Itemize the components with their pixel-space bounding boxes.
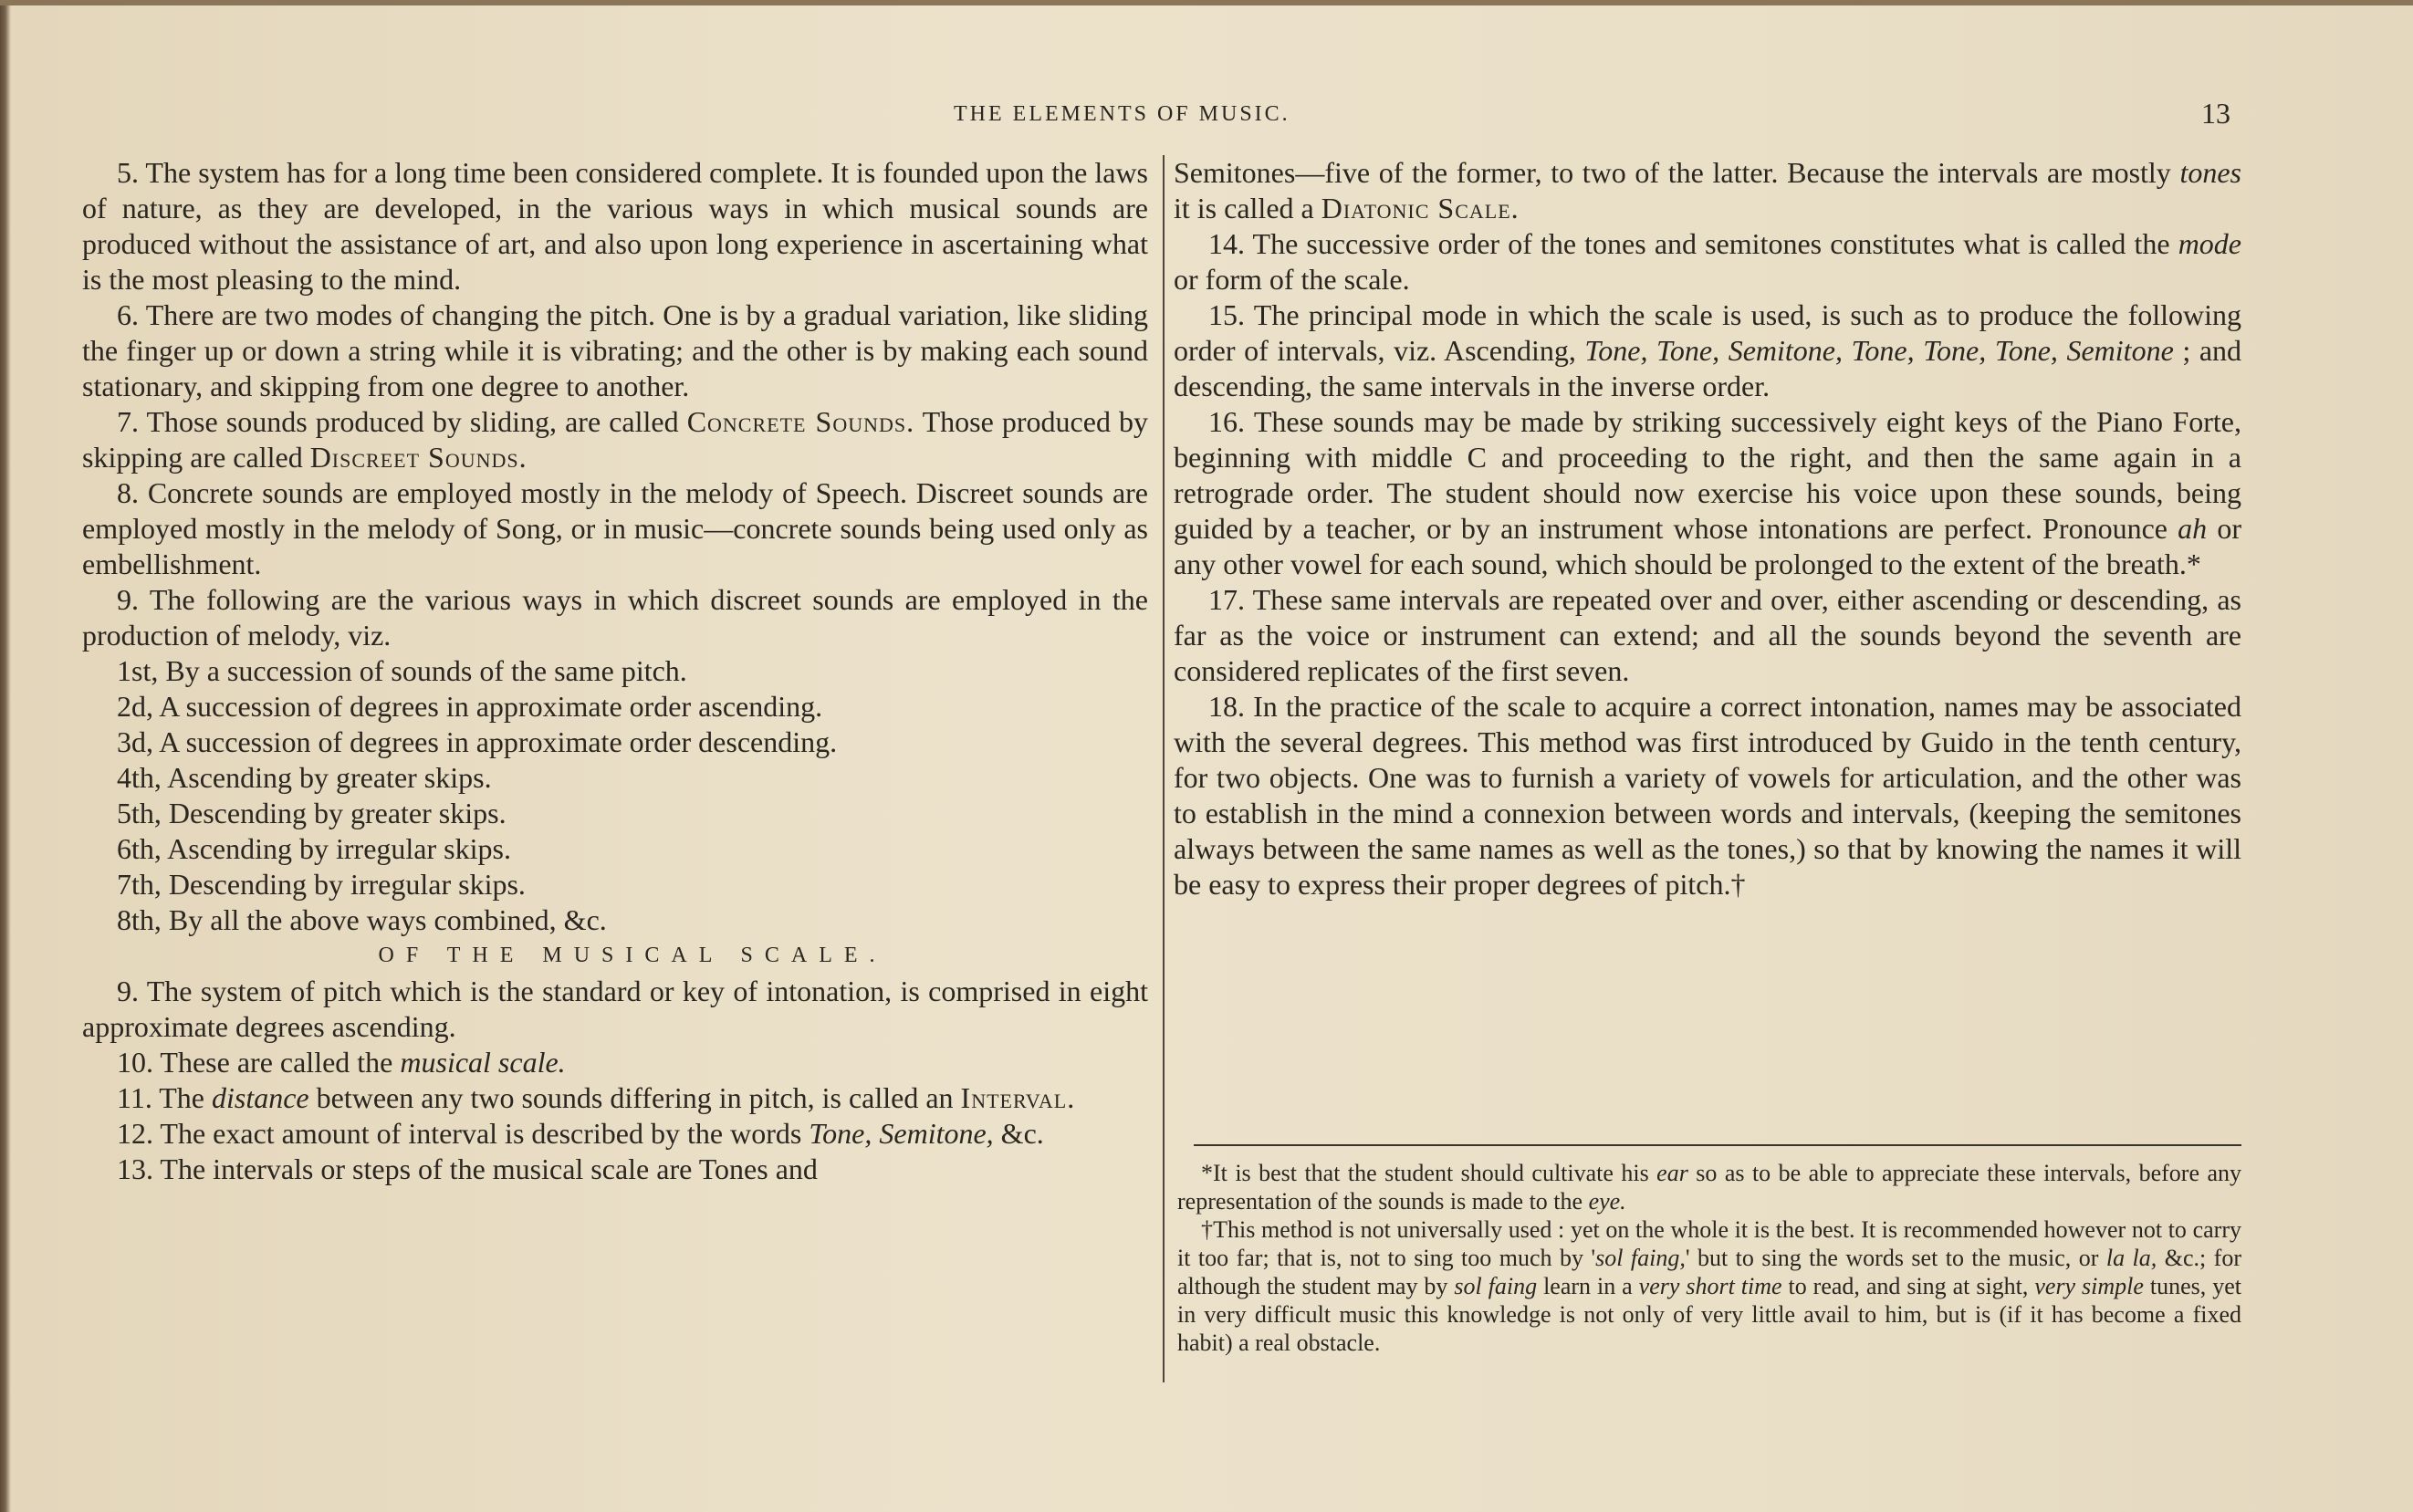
paragraph-5: 5. The system has for a long time been considered complete. It is founded upon the laws of nature, as they are developed, in the various ways in which musical sounds are produced without the assistance of art, and also upon long experience in ascertaining what is the most pleasing to the mind.	[82, 156, 1148, 296]
list-item: 1st, By a succession of sounds of the same pitch.	[117, 654, 687, 687]
page-top-edge	[0, 0, 2413, 5]
paragraph-13-continued: Semitones—five of the former, to two of the latter. Because the intervals are mostly tones it is called a Diatonic Scale.	[1174, 156, 2241, 224]
term-diatonic-scale: Diatonic Scale.	[1321, 192, 1520, 224]
page-header	[0, 97, 2413, 137]
left-column	[82, 155, 1148, 1187]
paragraph-18: 18. In the practice of the scale to acquire a correct intonation, names may be associated with the several degrees. This method was first introduced by Guido in the tenth century, for two objects. One was to furnish a variety of vowels for articulation, and the other was to establish in the mind a connexion between words and intervals, (keeping the semitones always between the same names as well as the tones,) so that by knowing the names it will be easy to express their proper degrees of pitch.†	[1174, 690, 2241, 901]
right-column	[1174, 155, 2241, 902]
footnote-2: †This method is not universally used : yet on the whole it is the best. It is recommended however not to carry it too far; that is, not to sing too much by 'sol faing,' but to sing the words set to the music, or la la, &c.; for although the student may by sol faing learn in a very short time to read, and sing at sight, very simple tunes, yet in very difficult music this knowledge is not only of very little avail to him, but is (if it has become a fixed habit) a real obstacle.	[1177, 1216, 2241, 1356]
term-concrete-sounds: Concrete Sounds.	[686, 405, 915, 438]
list-item: 2d, A succession of degrees in approximate order ascending.	[117, 690, 823, 723]
running-title: THE ELEMENTS OF MUSIC.	[954, 102, 1290, 126]
paragraph-9b: 9. The system of pitch which is the standard or key of intonation, is comprised in eight approximate degrees ascending.	[82, 975, 1148, 1043]
footnote-rule	[1194, 1144, 2241, 1146]
column-divider	[1163, 155, 1165, 1382]
paragraph-17: 17. These same intervals are repeated over and over, either ascending or descending, as far as the voice or instrument can extend; and all the sounds beyond the seventh are considered replicates of the first seven.	[1174, 583, 2241, 687]
paragraph-12: 12. The exact amount of interval is described by the words Tone, Semitone, &c.	[117, 1117, 1044, 1150]
footnote-1: *It is best that the student should cultivate his ear so as to be able to appreciate these intervals, before any representation of the sounds is made to the eye.	[1177, 1160, 2241, 1215]
section-heading: OF THE MUSICAL SCALE.	[378, 944, 887, 967]
list-item: 5th, Descending by greater skips.	[117, 797, 507, 829]
paragraph-14: 14. The successive order of the tones and semitones constitutes what is called the mode or form of the scale.	[1174, 227, 2241, 296]
footnotes	[1177, 1159, 2241, 1357]
paragraph-9: 9. The following are the various ways in which discreet sounds are employed in the production of melody, viz.	[82, 583, 1148, 652]
paragraph-7: 7. Those sounds produced by sliding, are called Concrete Sounds. Those produced by skipping are called Discreet Sounds.	[82, 405, 1149, 474]
list-item: 4th, Ascending by greater skips.	[117, 761, 492, 794]
paragraph-8: 8. Concrete sounds are employed mostly in the melody of Speech. Discreet sounds are employed mostly in the melody of Song, or in music—concrete sounds being used only as embellishment.	[82, 476, 1148, 580]
paragraph-10: 10. These are called the musical scale.	[117, 1046, 566, 1079]
list-item: 3d, A succession of degrees in approximate order descending.	[117, 725, 838, 758]
paragraph-13: 13. The intervals or steps of the musical scale are Tones and	[117, 1152, 818, 1185]
term-interval: Interval.	[960, 1081, 1076, 1114]
paragraph-15: 15. The principal mode in which the scale is used, is such as to produce the following order of intervals, viz. Ascending, Tone, Tone, Semitone, Tone, Tone, Tone, Semitone ; and descending, the same intervals in the inverse order.	[1174, 298, 2242, 402]
term-discreet-sounds: Discreet Sounds.	[309, 441, 528, 474]
list-item: 7th, Descending by irregular skips.	[117, 868, 526, 901]
paragraph-11: 11. The distance between any two sounds differing in pitch, is called an Interval.	[117, 1081, 1076, 1114]
list-item: 6th, Ascending by irregular skips.	[117, 832, 511, 865]
list-item: 8th, By all the above ways combined, &c.	[117, 903, 607, 936]
paragraph-16: 16. These sounds may be made by striking successively eight keys of the Piano Forte, beginning with middle C and proceeding to the right, and then the same again in a retrograde order. The student should now exercise his voice upon these sounds, being guided by a teacher, or by an instrument whose intonations are perfect. Pronounce ah or any other vowel for each sound, which should be prolonged to the extent of the breath.*	[1174, 405, 2242, 580]
page-number: 13	[2201, 97, 2230, 130]
paragraph-6: 6. There are two modes of changing the pitch. One is by a gradual variation, like sliding the finger up or down a string while it is vibrating; and the other is by making each sound stationary, and skipping from one degree to another.	[82, 298, 1148, 402]
